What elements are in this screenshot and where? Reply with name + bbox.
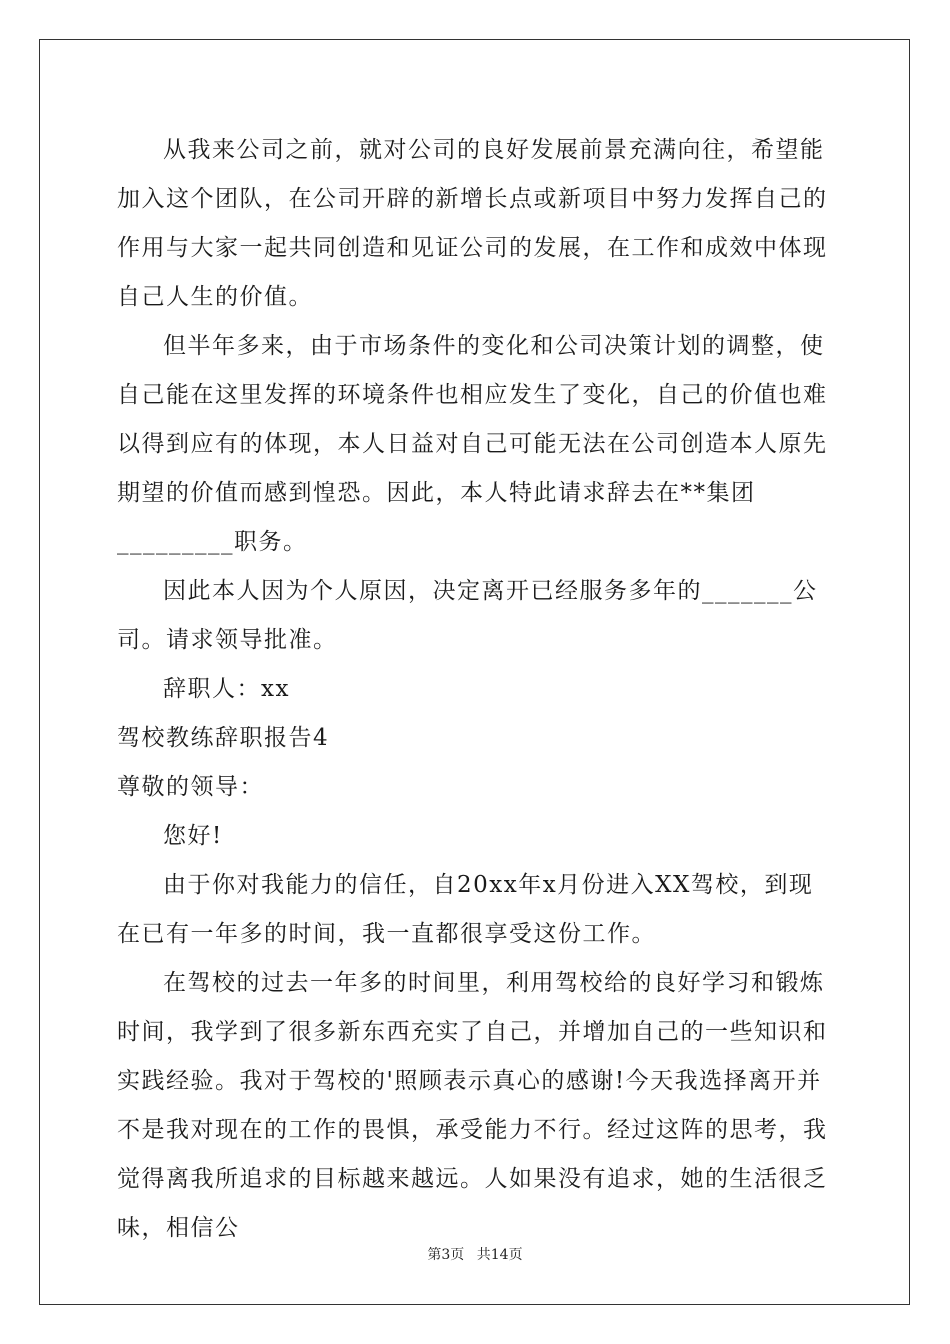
paragraph: 但半年多来，由于市场条件的变化和公司决策计划的调整，使自己能在这里发挥的环境条件也相应发生了变化，自己的价值也难以得到应有的体现，本人日益对自己可能无法在公司创造本人原先期望的价值而感到惶恐。因此，本人特此请求辞去在**集团_________职务。 (117, 333, 828, 555)
page-number: 第3页 (427, 1247, 465, 1263)
paragraph: 由于你对我能力的信任，自20xx年x月份进入XX驾校，到现在已有一年多的时间，我一直都很享受这份工作。 (117, 872, 814, 947)
paragraph: 因此本人因为个人原因，决定离开已经服务多年的_______公司。请求领导批准。 (117, 578, 818, 653)
salutation: 尊敬的领导： (117, 774, 264, 800)
paragraph: 在驾校的过去一年多的时间里，利用驾校给的良好学习和锻炼时间，我学到了很多新东西充实了自己，并增加自己的一些知识和实践经验。我对于驾校的'照顾表示真心的感谢!今天我选择离开并不是我对现在的工作的畏惧，承受能力不行。经过这阵的思考，我觉得离我所追求的目标越来越远。人如果没有追求，她的生活很乏味，相信公 (117, 970, 828, 1241)
greeting: 您好! (163, 823, 223, 849)
paragraph: 从我来公司之前，就对公司的良好发展前景充满向往，希望能加入这个团队，在公司开辟的新增长点或新项目中努力发挥自己的作用与大家一起共同创造和见证公司的发展，在工作和成效中体现自己人生的价值。 (117, 137, 828, 310)
page-total: 共14页 (476, 1247, 523, 1263)
signature-line: 辞职人：xx (163, 676, 290, 702)
document-body (117, 126, 837, 1253)
section-title: 驾校教练辞职报告4 (117, 725, 330, 751)
page-footer (0, 1244, 950, 1264)
